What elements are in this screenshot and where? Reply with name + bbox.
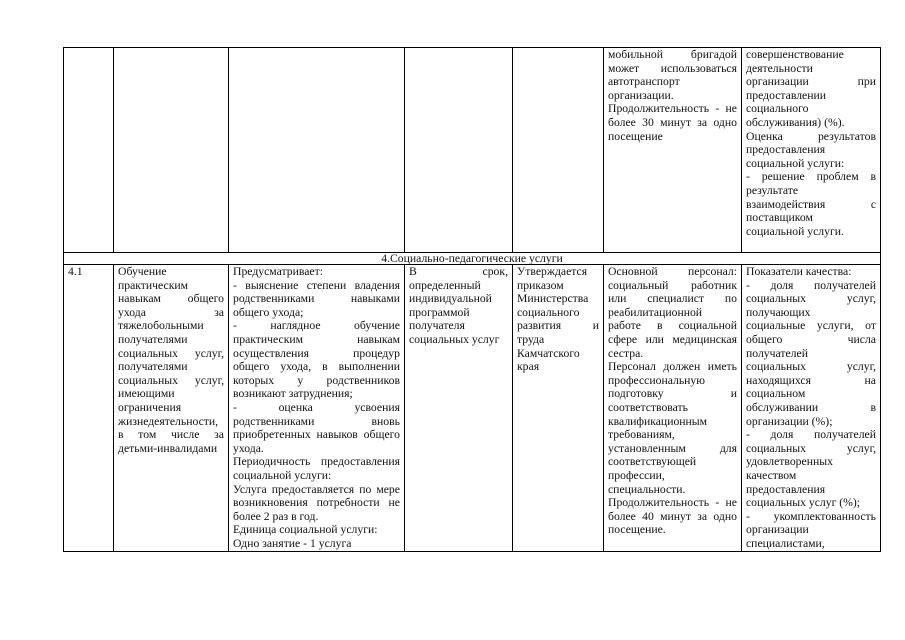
text-word: услуг, [194,346,224,360]
text-word: обслуживании [746,400,819,414]
text-word: навыков [316,428,358,442]
text-line: ухода. [233,441,264,455]
text-line [233,319,400,333]
text-word: за [697,115,708,129]
text-line: автотранспорт [608,75,680,89]
text-line: Камчатского [517,346,580,360]
text-word: одно [713,509,737,523]
text-word: услуг, [846,360,876,374]
text-word: развития [517,319,562,333]
text-word: персонал: [688,265,737,278]
text-line [608,102,737,116]
cell-quality [741,264,881,552]
text-line [608,360,737,374]
text-word: минут [660,115,691,129]
text-word: или [645,332,664,346]
text-line: имеющими [118,387,175,401]
text-line: социальной услуги: [233,468,332,482]
text-word: специалист [647,292,705,306]
text-line: совершенствование [746,48,844,61]
text-word: наглядное [270,319,321,333]
text-word: владения [354,278,400,292]
text-line: требованиям, [608,428,675,442]
text-line: получателями [118,360,188,374]
text-word: у [297,373,304,387]
text-line [746,292,876,306]
cell-approved-by-continuation [512,47,604,253]
text-word: проблем [816,170,859,184]
cell-description-continuation [228,47,405,253]
text-word: навыками [350,292,400,306]
text-word: по [724,292,737,306]
section-heading: 4.Социально-педагогические услуги [63,252,881,265]
text-word: медицинская [672,332,737,346]
text-word: не [725,496,737,510]
text-line: получающих [746,305,811,319]
text-word: - [746,428,750,442]
text-line [608,279,737,293]
text-word: оценка [278,400,313,414]
text-line [608,48,737,62]
text-word: социальных [118,373,178,387]
text-line [233,401,400,415]
text-word: услуг, [846,441,876,455]
text-word: доля [770,278,794,292]
text-word: осуществления [233,346,310,360]
text-word: одно [713,115,737,129]
text-word: работе [608,319,641,333]
text-line: социального [517,305,580,319]
text-line: общего ухода; [233,305,304,319]
text-word: решение [761,170,805,184]
text-line [746,333,876,347]
text-word: навыкам [357,332,400,346]
text-word: общего [187,292,224,306]
text-word: доля [770,428,794,442]
text-line: социальном [746,387,806,401]
text-word: - [233,400,237,414]
text-line: края [517,360,540,374]
cell-service-name-continuation [113,47,229,253]
text-word: В [409,265,417,278]
text-line [746,510,876,524]
text-line: жизнедеятельности, [118,414,219,428]
text-word: для [719,441,737,455]
text-word: родственников [326,373,400,387]
text-word: процедур [353,346,400,360]
text-line: Утверждается [517,265,588,278]
text-word: Оценка [746,129,783,143]
text-line: организации. [608,88,674,102]
text-line: получателя [409,319,465,333]
text-word: Периодичность [233,455,311,469]
text-line [233,455,400,469]
text-line [608,265,737,279]
text-line [608,442,737,456]
text-line: Показатели качества: [746,265,852,278]
text-word: социальный [608,278,669,292]
text-line: социальной услуги: [746,156,845,170]
text-word: мере [376,482,400,496]
text-line [746,428,876,442]
text-word: предоставления [320,455,400,469]
text-line [118,306,224,320]
text-line [233,483,400,497]
text-line [233,333,400,347]
text-word: потребности [316,496,380,510]
cell-term [404,264,513,552]
text-line [233,360,400,374]
text-word: - [715,496,720,510]
text-word: или [608,292,627,306]
text-word: - [233,319,237,333]
cell-service-name [113,264,229,552]
text-word: социальные [746,319,806,333]
row-number: 4.1 [68,265,83,278]
text-word: приобретенных [233,428,311,442]
text-word: общего [233,360,270,374]
text-word: - [715,102,720,116]
text-word: услуги, [816,319,854,333]
text-line: социального [746,102,809,116]
text-word: не [388,496,400,510]
cell-personnel [603,264,742,552]
text-word: выполнении [338,360,400,374]
text-word: Персонал [608,360,656,374]
text-word: работник [691,278,737,292]
text-line [746,374,876,388]
text-line [233,292,400,306]
text-word: в [322,360,328,374]
text-line: поставщиком [746,211,813,225]
text-line: посещение. [608,523,666,537]
text-line: посещение [608,129,663,143]
text-line: обслуживания) (%). [746,115,845,129]
text-word: - [233,278,237,292]
text-line: труда [517,332,545,346]
cell-term-continuation [404,47,513,253]
text-word: Основной [608,265,658,278]
text-line [608,319,737,333]
text-word: взаимодействия [746,197,826,211]
text-line [608,496,737,510]
cell-approved-by [512,264,604,552]
text-line: социальных услуг [409,332,500,346]
text-line [233,496,400,510]
text-line: организации [746,523,809,537]
text-line [608,510,737,524]
text-line [118,292,224,306]
text-word: Продолжительность [608,496,710,510]
text-word: 40 [642,509,654,523]
text-word: услуг, [194,373,224,387]
text-word: укомплектованность [773,509,876,523]
text-line [608,292,737,306]
text-word: мобильной [608,48,663,61]
text-line: сестра. [608,346,644,360]
text-word: 30 [642,115,654,129]
text-line: качеством [746,468,797,482]
text-line: социальной услуги. [746,224,844,238]
text-word: на [864,373,876,387]
text-word: - [746,509,750,523]
text-line: практическим [118,278,189,292]
text-line [517,319,599,333]
text-word: в [870,400,876,414]
text-line: Обучение [118,265,167,278]
text-line: возникают затруднения; [233,387,353,401]
text-line [746,360,876,374]
text-line: получателями [118,332,188,346]
text-line [233,428,400,442]
text-word: социальных [746,441,806,455]
text-line: детьми-инвалидами [118,441,218,455]
text-line: реабилитационной [608,305,703,319]
text-word: более [608,115,636,129]
text-word: срок, [482,265,508,278]
text-word: возникновения [233,496,308,510]
text-word: которых [233,373,275,387]
text-word: практическим [233,332,304,346]
text-word: предоставляется [271,482,355,496]
text-line: Единица социальной услуги: [233,523,378,537]
text-line [233,374,400,388]
text-word: использоваться [660,61,737,75]
text-word: социальных [746,360,806,374]
text-word: числе [171,428,200,442]
text-line: специалистами, [746,536,825,550]
text-line: профессии, [608,468,665,482]
text-line [233,279,400,293]
text-word: и [592,319,599,333]
text-line [608,387,737,401]
text-word: социальной [678,319,737,333]
text-line: Министерства [517,292,589,306]
text-word: ухода [118,305,146,319]
text-word: находящихся [746,373,811,387]
text-line [746,319,876,333]
text-word: том [138,428,157,442]
text-line: приказом [517,278,564,292]
text-line [233,347,400,361]
text-word: Продолжительность [608,102,710,116]
text-line [746,75,876,89]
text-line: квалификационным [608,414,708,428]
text-line: Одно занятие - 1 услуга [233,536,352,550]
text-word: ухода, [280,360,312,374]
text-line: специальности. [608,482,686,496]
cell-number [63,264,114,552]
cell-personnel-continuation [603,47,742,253]
text-word: общего [363,428,400,442]
text-word: в [870,170,876,184]
text-word: степени [306,278,347,292]
text-word: Услуга [233,482,267,496]
text-line: тяжелобольными [118,319,204,333]
text-word: общего [746,332,783,346]
text-word: с [870,197,876,211]
text-word: родственниками [233,292,315,306]
text-line: получателей [746,346,808,360]
text-line [608,116,737,130]
text-line: Предусматривает: [233,265,323,278]
text-word: при [857,75,876,89]
text-line: предоставления [746,143,826,157]
text-line [746,198,876,212]
text-line: программой [409,305,470,319]
text-line: ограничения [118,400,182,414]
text-line: удовлетворенных [746,455,833,469]
text-word: от [865,319,876,333]
text-line [118,428,224,442]
cell-number-continuation [63,47,114,253]
text-word: вновь [371,414,400,428]
text-line: соответствующей [608,455,697,469]
text-word: получателей [814,278,876,292]
text-word: услуг, [846,292,876,306]
text-line [118,374,224,388]
text-line: профессиональную [608,373,706,387]
text-line: организации (%); [746,414,833,428]
text-line: определенный [409,278,481,292]
text-line [746,401,876,415]
text-line [746,442,876,456]
text-word: - [746,170,750,184]
text-word: бригадой [690,48,737,61]
text-word: социальных [746,292,806,306]
text-word: не [725,102,737,116]
text-word: навыкам [118,292,161,306]
text-word: результатов [817,129,876,143]
text-word: числа [847,332,876,346]
cell-quality-continuation [741,47,881,253]
text-word: должен [663,360,701,374]
text-line [118,347,224,361]
text-word: по [359,482,372,496]
text-line [608,62,737,76]
text-line: социальных услуг (%); [746,496,861,510]
text-word: социальных [118,346,178,360]
text-word: в [118,428,124,442]
text-word: в [657,319,663,333]
text-word: и [730,387,737,401]
text-line: результате [746,183,799,197]
text-word: выяснение [245,278,299,292]
text-line [746,279,876,293]
text-word: организации [746,75,809,89]
text-line: предоставления [746,482,826,496]
text-word: может [608,61,640,75]
text-word: установленным [608,441,686,455]
text-word: подготовку [608,387,664,401]
text-line [746,170,876,184]
text-word: усвоения [354,400,400,414]
text-word: - [746,278,750,292]
text-line: деятельности [746,61,813,75]
text-word: сфере [608,332,638,346]
text-line [608,333,737,347]
text-word: получателей [814,428,876,442]
text-word: иметь [707,360,737,374]
text-word: за [214,428,224,442]
text-word: более [608,509,636,523]
text-word: за [214,305,224,319]
text-word: родственниками [233,414,315,428]
text-line [409,265,508,279]
text-word: обучение [354,319,400,333]
text-line: предоставлении [746,88,826,102]
text-line: индивидуальной [409,292,492,306]
cell-description [228,264,405,552]
text-word: минут [660,509,691,523]
text-line [233,415,400,429]
text-word: за [697,509,708,523]
text-line [746,130,876,144]
text-line: соответствовать [608,400,688,414]
text-line: более 2 раз в год. [233,509,319,523]
